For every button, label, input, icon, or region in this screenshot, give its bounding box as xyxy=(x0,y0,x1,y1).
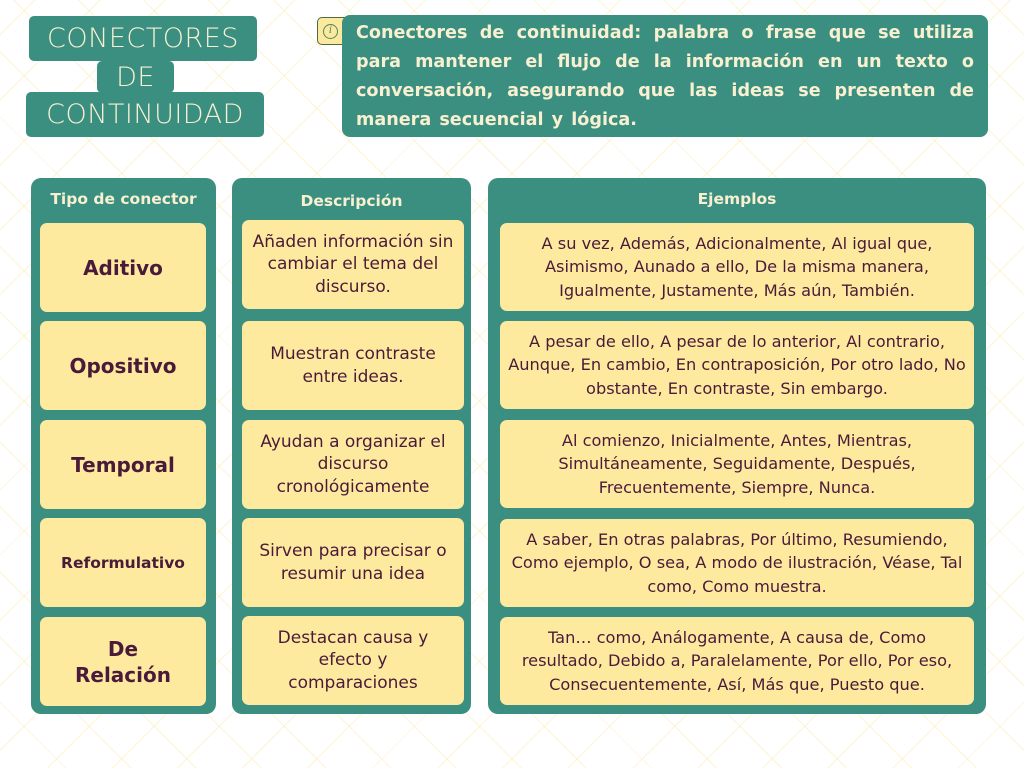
descripcion-cell-de-relacion: Destacan causa y efecto y comparaciones xyxy=(242,616,464,705)
title-line-2: DE xyxy=(97,61,174,93)
ejemplos-cell-aditivo: A su vez, Además, Adicionalmente, Al igual que, Asimismo, Aunado a ello, De la misma manera, Igualmente, Justamente, Más aún, También. xyxy=(500,223,974,311)
descripcion-cell-reformulativo: Sirven para precisar o resumir una idea xyxy=(242,518,464,607)
column-descripcion xyxy=(232,178,471,714)
tipo-cell-de-relacion: De Relación xyxy=(40,617,206,706)
tipo-cell-temporal: Temporal xyxy=(40,420,206,509)
tipo-cell-aditivo: Aditivo xyxy=(40,223,206,312)
definition-box: Conectores de continuidad: palabra o frase que se utiliza para mantener el flujo de la información en un texto o conversación, asegurando que las ideas se presenten de manera secuencial y lógica. xyxy=(342,15,988,137)
ejemplos-cell-de-relacion: Tan… como, Análogamente, A causa de, Como resultado, Debido a, Paralelamente, Por ello, Por eso, Consecuentemente, Así, Más que, Puesto que. xyxy=(500,617,974,705)
column-tipo xyxy=(31,178,216,714)
tipo-cell-reformulativo: Reformulativo xyxy=(40,518,206,607)
header-tipo: Tipo de conector xyxy=(50,190,197,208)
info-icon: i xyxy=(323,24,338,39)
title-line-1: CONECTORES xyxy=(29,16,257,61)
descripcion-cell-opositivo: Muestran contraste entre ideas. xyxy=(242,321,464,410)
column-ejemplos xyxy=(488,178,986,714)
ejemplos-cell-reformulativo: A saber, En otras palabras, Por último, Resumiendo, Como ejemplo, O sea, A modo de ilustración, Véase, Tal como, Como muestra. xyxy=(500,519,974,607)
header-ejemplos: Ejemplos xyxy=(697,190,777,208)
descripcion-cell-aditivo: Añaden información sin cambiar el tema del discurso. xyxy=(242,220,464,309)
ejemplos-cell-opositivo: A pesar de ello, A pesar de lo anterior, Al contrario, Aunque, En cambio, En contraposición, Por otro lado, No obstante, En contraste, Sin embargo. xyxy=(500,321,974,409)
title-line-3: CONTINUIDAD xyxy=(26,92,264,137)
ejemplos-cell-temporal: Al comienzo, Inicialmente, Antes, Mientras, Simultáneamente, Seguidamente, Después, Frecuentemente, Siempre, Nunca. xyxy=(500,420,974,508)
tipo-cell-opositivo: Opositivo xyxy=(40,321,206,410)
descripcion-cell-temporal: Ayudan a organizar el discurso cronológicamente xyxy=(242,420,464,509)
header-descripcion: Descripción xyxy=(300,192,403,210)
